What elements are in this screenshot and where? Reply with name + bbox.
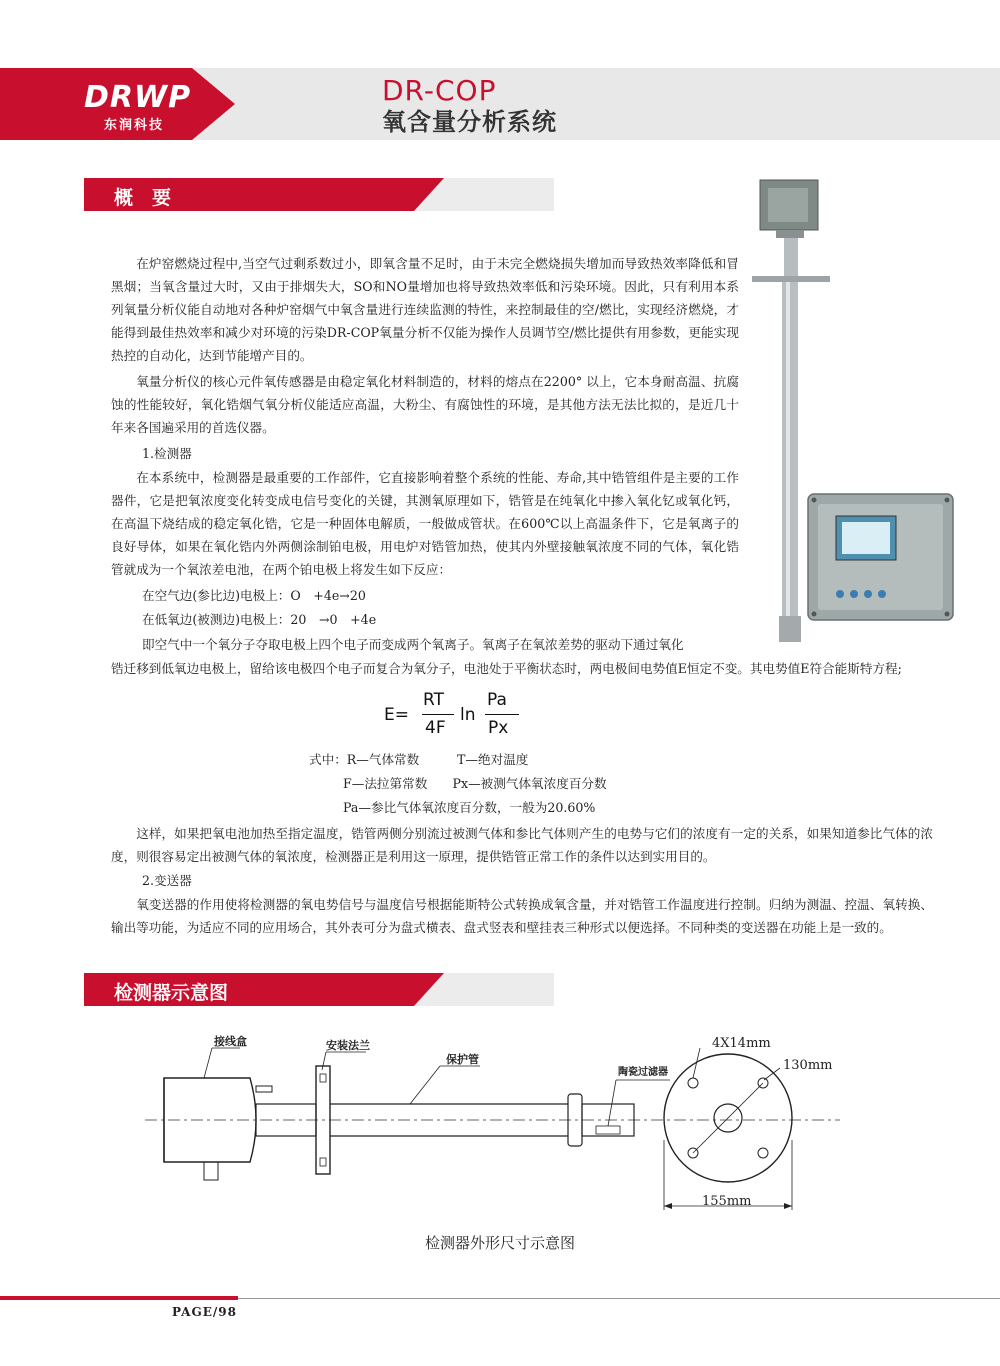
section-overview-title: 概 要 <box>114 187 172 209</box>
page-number: PAGE/98 <box>172 1305 237 1319</box>
formula-ln: ln <box>460 705 476 725</box>
paragraph-principle: 这样，如果把氧电池加热至指定温度，锆管两侧分别流过被测气体和参比气体则产生的电势与它们的浓度有一定的关系，如果知道参比气体的浓度，则很容易定出被测气体的氧浓度，检测器正是利用这一原理，提供锆管正常工作的条件以达到实用目的。 <box>111 826 933 864</box>
section-diagram-bar <box>84 973 554 1006</box>
formula-denominator-px: Px <box>488 718 509 738</box>
logo-subtitle: 东润科技 <box>103 118 164 133</box>
reaction-measured-side: 在低氧边(被测边)电极上：20 →0 +4e <box>142 612 377 627</box>
heading-detector: 1.检测器 <box>142 446 192 461</box>
product-code: DR-COP <box>382 74 497 107</box>
label-mounting-flange: 安装法兰 <box>326 1039 370 1052</box>
diagram-caption: 检测器外形尺寸示意图 <box>424 1234 575 1252</box>
reaction-reference-side: 在空气边(参比边)电极上：O +4e→20 <box>142 588 366 603</box>
heading-transmitter: 2.变送器 <box>142 873 192 888</box>
paragraph-sensor: 氧量分析仪的核心元件氧传感器是由稳定氧化材料制造的，材料的熔点在2200° 以上，它本身耐高温、抗腐蚀的性能较好，氧化锆烟气氧分析仪能适应高温，大粉尘、有腐蚀性的环境，是其他方法无法比拟的，是近几十年来各国遍采用的首选仪器。 <box>111 374 739 435</box>
label-protective-tube: 保护管 <box>446 1053 479 1066</box>
formula-numerator-rt: RT <box>423 690 444 710</box>
nernst-equation <box>384 690 534 742</box>
paragraph-detector: 在本系统中，检测器是最重要的工作部件，它直接影响着整个系统的性能、寿命,其中锆管组件是主要的工作器件，它是把氧浓度变化转变成电信号变化的关键，其测氧原理如下，锆管是在纯氧化中掺入氧化钇或氧化钙，在高温下烧结成的稳定氧化锆，它是一种固体电解质，一般做成管状。在600℃以上高温条件下，它是氧离子的良好导体，如果在氧化锆内外两侧涂制铂电极，用电炉对锆管加热，使其内外壁接触氧浓度不同的气体，氧化锆管就成为一个氧浓差电池，在两个铂电极上将发生如下反应： <box>111 470 739 577</box>
section-overview-bar <box>84 178 554 211</box>
paragraph-transmitter: 氧变送器的作用使将检测器的氧电势信号与温度信号根据能斯特公式转换成氧含量，并对锆管工作温度进行控制。归纳为测温、控温、氧转换、输出等功能，为适应不同的应用场合，其外表可分为盘式横表、盘式竖表和壁挂表三种形式以便选择。不同种类的变送器在功能上是一致的。 <box>111 897 933 935</box>
label-ceramic-filter: 陶瓷过滤器 <box>618 1067 668 1078</box>
formula-where-2: F—法拉第常数 Px—被测气体氧浓度百分数 <box>343 776 607 791</box>
formula-numerator-pa: Pa <box>487 690 507 710</box>
footer-divider <box>238 1298 1000 1299</box>
product-photo <box>748 176 958 656</box>
product-name: 氧含量分析系统 <box>382 108 557 136</box>
label-bolt-holes: 4X14mm <box>712 1036 771 1051</box>
formula-lhs: E= <box>384 705 409 725</box>
paragraph-intro: 在炉窑燃烧过程中,当空气过剩系数过小，即氧含量不足时，由于未完全燃烧损失增加而导致热效率降低和冒黑烟；当氧含量过大时，又由于排烟失大，SO和NO量增加也将导致热效率低和污染环境。因此，只有利用本系列氧量分析仪能自动地对各种炉窑烟气中氧含量进行连续监测的特性，来控制最佳的空/燃比，实现经济燃烧，才能得到最佳热效率和减少对环境的污染DR-COP氧量分析不仅能为操作人员调节空/燃比提供有用参数，更能实现热控的自动化，达到节能增产目的。 <box>111 256 739 363</box>
label-junction-box: 接线盒 <box>214 1035 247 1048</box>
paragraph-ion-migration-line1: 即空气中一个氧分子夺取电极上四个电子而变成两个氧离子。氧离子在氧浓差势的驱动下通过氧化 <box>142 637 684 652</box>
formula-where-1: 式中：R—气体常数 T—绝对温度 <box>309 752 529 767</box>
formula-denominator-4f: 4F <box>425 718 446 738</box>
footer-red-bar <box>0 1296 238 1300</box>
formula-where-3: Pa—参比气体氧浓度百分数，一般为20.60% <box>343 800 596 815</box>
paragraph-ion-migration-line2: 锆迁移到低氧边电极上，留给该电极四个电子而复合为氧分子，电池处于平衡状态时，两电极间电势值E恒定不变。其电势值E符合能斯特方程; <box>111 661 902 676</box>
section-diagram-title: 检测器示意图 <box>114 982 229 1004</box>
detector-drawing <box>140 1030 860 1220</box>
logo: DRWP <box>84 80 192 115</box>
label-bolt-circle: 130mm <box>783 1058 833 1073</box>
label-flange-diameter: 155mm <box>702 1194 752 1209</box>
